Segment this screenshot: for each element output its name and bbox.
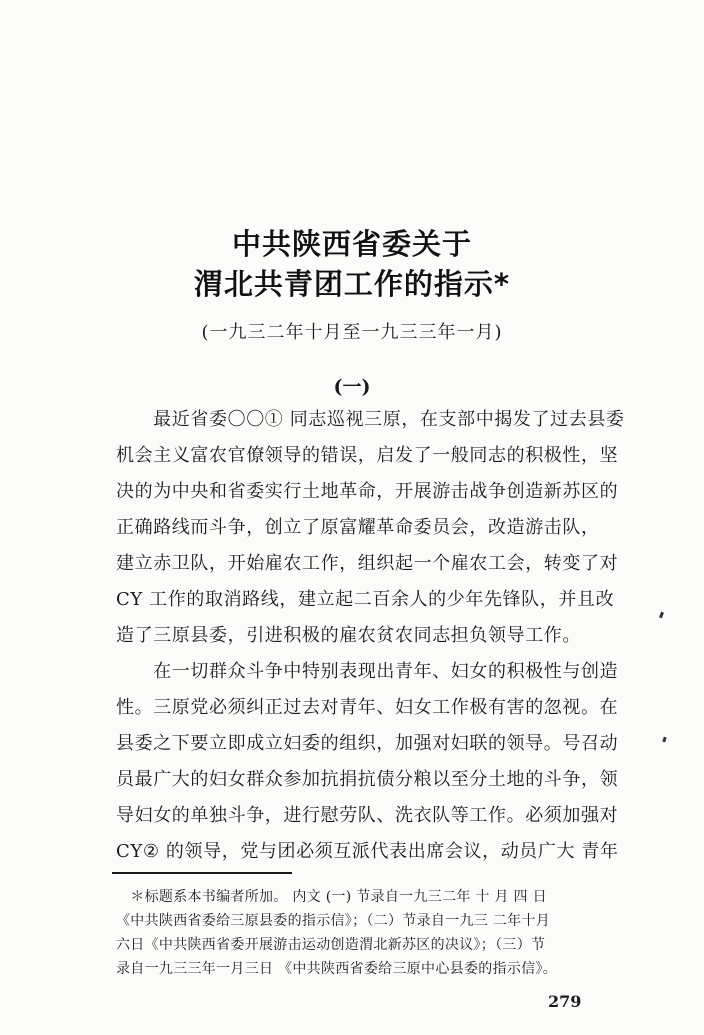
- body-line: 建立赤卫队，开始雇农工作，组织起一个雇农工会，转变了对: [116, 553, 619, 574]
- scan-speck: [662, 737, 667, 743]
- body-line: 最近省委〇〇① 同志巡视三原，在支部中揭发了过去县委: [116, 409, 625, 430]
- body-line: 性。三原党必须纠正过去对青年、妇女工作极有害的忽视。在: [116, 697, 619, 718]
- body-line: 在一切群众斗争中特别表现出青年、妇女的积极性与创造: [116, 661, 619, 682]
- document-title-line-1: 中共陕西省委关于: [231, 227, 472, 261]
- body-line: 造了三原县委，引进积极的雇农贫农同志担负领导工作。: [116, 625, 581, 646]
- date-range-subtitle: (一九三二年十月至一九三三年一月): [201, 322, 503, 343]
- body-line: CY 工作的取消路线，建立起二百余人的少年先锋队，并且改: [116, 589, 615, 610]
- body-line: CY② 的领导，党与团必须互派代表出席会议，动员广大 青年: [116, 841, 619, 862]
- body-line: 机会主义富农官僚领导的错误，启发了一般同志的积极性，坚: [116, 445, 619, 466]
- section-heading: (一): [333, 376, 371, 398]
- footnote-line: 录自一九三三年一月三日 《中共陕西省委给三原中心县委的指示信》。: [116, 961, 558, 977]
- body-line: 正确路线而斗争，创立了原富耀革命委员会，改造游击队，: [116, 517, 600, 538]
- body-line: 导妇女的单独斗争，进行慰劳队、洗衣队等工作。必须加强对: [116, 805, 619, 826]
- scan-speck: [659, 612, 664, 619]
- body-line: 员最广大的妇女群众参加抗捐抗债分粮以至分土地的斗争，领: [116, 769, 619, 790]
- footnote-line: 六日《中共陕西省委开展游击运动创造渭北新苏区的决议》；（三）节: [116, 937, 546, 953]
- page-number: 279: [548, 992, 582, 1011]
- document-title-line-2: 渭北共青团工作的指示*: [193, 267, 511, 301]
- footnote-line: ＊标题系本书编者所加。 内文 (一) 节录自一九三二年 十 月 四 日: [116, 889, 547, 905]
- footnote-divider: [112, 872, 292, 874]
- body-line: 县委之下要立即成立妇委的组织，加强对妇联的领导。号召动: [116, 733, 619, 754]
- footnote-line: 《中共陕西省委给三原县委的指示信》；（二）节录自一九三 二年十月: [116, 913, 551, 929]
- body-line: 决的为中央和省委实行土地革命，开展游击战争创造新苏区的: [116, 481, 619, 502]
